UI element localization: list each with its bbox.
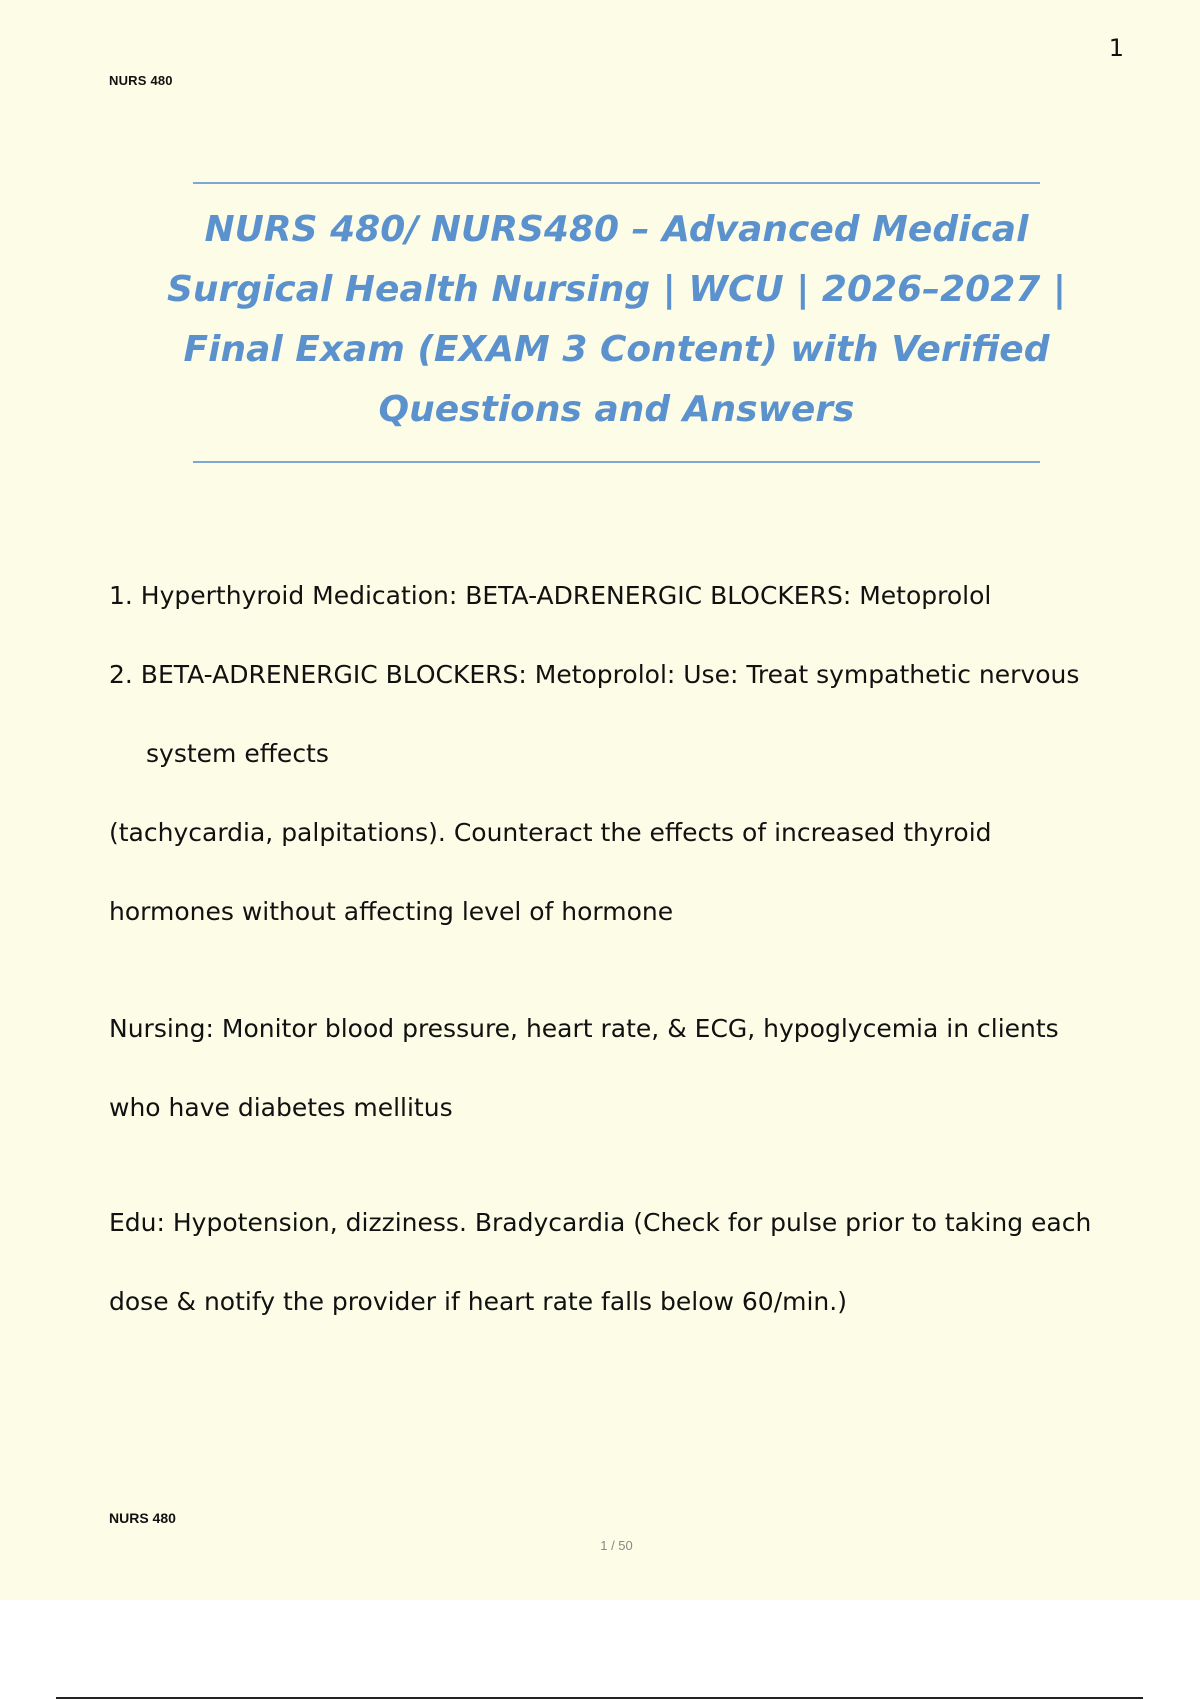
education-note-line-1: Edu: Hypotension, dizziness. Bradycardia (Check for pulse prior to taking each	[109, 1208, 1092, 1237]
title-line-3: Final Exam (EXAM 3 Content) with Verified	[183, 329, 1050, 370]
question-2-line-4: hormones without affecting level of hormone	[109, 897, 674, 926]
question-2-line-3: (tachycardia, palpitations). Counteract the effects of increased thyroid	[109, 818, 992, 847]
page-number: 1	[1108, 34, 1124, 62]
title-top-rule	[193, 182, 1040, 184]
title-bottom-rule	[193, 461, 1040, 463]
title-line-4: Questions and Answers	[378, 389, 855, 430]
question-2-line-1: 2. BETA-ADRENERGIC BLOCKERS: Metoprolol: Use: Treat sympathetic nervous	[109, 660, 1080, 689]
footer-course-code: NURS 480	[109, 1510, 176, 1526]
nursing-note-line-1: Nursing: Monitor blood pressure, heart rate, & ECG, hypoglycemia in clients	[109, 1014, 1059, 1043]
education-note-line-2: dose & notify the provider if heart rate falls below 60/min.)	[109, 1287, 847, 1316]
footer-page-count: 1 / 50	[600, 1538, 633, 1553]
document-title	[160, 200, 1073, 440]
title-line-1: NURS 480/ NURS480 – Advanced Medical	[204, 209, 1029, 250]
question-2-line-2: system effects	[146, 739, 329, 768]
question-1: 1. Hyperthyroid Medication: BETA-ADRENERGIC BLOCKERS: Metoprolol	[109, 581, 992, 610]
header-course-code: NURS 480	[109, 73, 173, 88]
nursing-note-line-2: who have diabetes mellitus	[109, 1093, 453, 1122]
title-line-2: Surgical Health Nursing | WCU | 2026–2027 |	[166, 269, 1066, 310]
page-separator	[56, 1697, 1143, 1699]
